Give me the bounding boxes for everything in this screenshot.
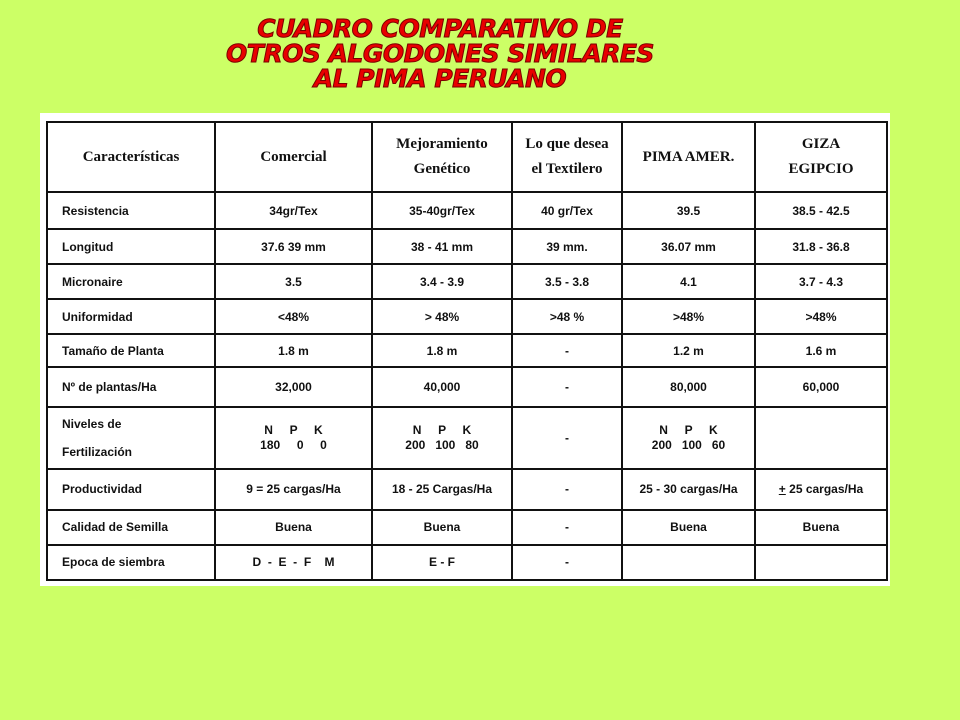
- row-label: Resistencia: [47, 192, 215, 229]
- cell-npk: N P K 200 100 80: [372, 407, 512, 469]
- header-caracteristicas: Características: [47, 122, 215, 192]
- page-title: [60, 16, 820, 91]
- cell: > 48%: [372, 299, 512, 334]
- cell: 60,000: [755, 367, 887, 406]
- row-label: Micronaire: [47, 264, 215, 299]
- table-row: [47, 264, 887, 299]
- plus-minus-sign: +: [778, 482, 786, 497]
- header-textilero: Lo que desea el Textilero: [512, 122, 622, 192]
- cell: 36.07 mm: [622, 229, 755, 264]
- cell: [622, 545, 755, 580]
- header-mejoramiento: Mejoramiento Genético: [372, 122, 512, 192]
- comparison-sheet: [40, 113, 890, 586]
- cell: >48%: [622, 299, 755, 334]
- cell: 1.8 m: [215, 334, 372, 367]
- row-label: Uniformidad: [47, 299, 215, 334]
- table-row: [47, 299, 887, 334]
- cell: 1.2 m: [622, 334, 755, 367]
- table-row: [47, 192, 887, 229]
- cell: -: [512, 510, 622, 545]
- table-row: [47, 334, 887, 367]
- cell: 3.5 - 3.8: [512, 264, 622, 299]
- cell: 1.8 m: [372, 334, 512, 367]
- table-row: [47, 367, 887, 406]
- cell: 1.6 m: [755, 334, 887, 367]
- cell: Buena: [622, 510, 755, 545]
- cell: 31.8 - 36.8: [755, 229, 887, 264]
- cell: 39.5: [622, 192, 755, 229]
- cell: 38.5 - 42.5: [755, 192, 887, 229]
- cell: <48%: [215, 299, 372, 334]
- cell: 34gr/Tex: [215, 192, 372, 229]
- cell: 4.1: [622, 264, 755, 299]
- header-comercial: Comercial: [215, 122, 372, 192]
- header-pima-amer: PIMA AMER.: [622, 122, 755, 192]
- title-line-1: CUADRO COMPARATIVO DE: [257, 14, 623, 43]
- row-label: Longitud: [47, 229, 215, 264]
- cell-npk: N P K 180 0 0: [215, 407, 372, 469]
- cell: 18 - 25 Cargas/Ha: [372, 469, 512, 510]
- cell: E - F: [372, 545, 512, 580]
- cell: Buena: [372, 510, 512, 545]
- cell: -: [512, 407, 622, 469]
- cell: >48%: [755, 299, 887, 334]
- cell: >48 %: [512, 299, 622, 334]
- table-row: [47, 229, 887, 264]
- comparison-table: [46, 121, 888, 581]
- cell: D - E - F M: [215, 545, 372, 580]
- table-row: [47, 545, 887, 580]
- title-line-2: OTROS ALGODONES SIMILARES: [226, 39, 654, 68]
- cell: 39 mm.: [512, 229, 622, 264]
- table-row: [47, 469, 887, 510]
- cell-npk: N P K 200 100 60: [622, 407, 755, 469]
- cell: [755, 407, 887, 469]
- cell: 40 gr/Tex: [512, 192, 622, 229]
- cell: -: [512, 367, 622, 406]
- row-label: Tamaño de Planta: [47, 334, 215, 367]
- cell: 40,000: [372, 367, 512, 406]
- header-giza: GIZA EGIPCIO: [755, 122, 887, 192]
- cell: 3.7 - 4.3: [755, 264, 887, 299]
- cell: 35-40gr/Tex: [372, 192, 512, 229]
- cell: 32,000: [215, 367, 372, 406]
- cell: 3.5: [215, 264, 372, 299]
- row-label: Productividad: [47, 469, 215, 510]
- cell: 3.4 - 3.9: [372, 264, 512, 299]
- cell: 25 - 30 cargas/Ha: [622, 469, 755, 510]
- cell: -: [512, 545, 622, 580]
- row-label: Nº de plantas/Ha: [47, 367, 215, 406]
- row-label: Calidad de Semilla: [47, 510, 215, 545]
- row-label: Epoca de siembra: [47, 545, 215, 580]
- cell: 37.6 39 mm: [215, 229, 372, 264]
- cell: -: [512, 334, 622, 367]
- table-row: [47, 510, 887, 545]
- cell: -: [512, 469, 622, 510]
- cell: Buena: [215, 510, 372, 545]
- table-row: [47, 407, 887, 469]
- cell: + 25 cargas/Ha: [755, 469, 887, 510]
- cell: Buena: [755, 510, 887, 545]
- table-header-row: [47, 122, 887, 192]
- cell: 80,000: [622, 367, 755, 406]
- cell: 9 = 25 cargas/Ha: [215, 469, 372, 510]
- cell: [755, 545, 887, 580]
- title-line-3: AL PIMA PERUANO: [313, 64, 567, 93]
- cell: 38 - 41 mm: [372, 229, 512, 264]
- row-label: Niveles de Fertilización: [47, 407, 215, 469]
